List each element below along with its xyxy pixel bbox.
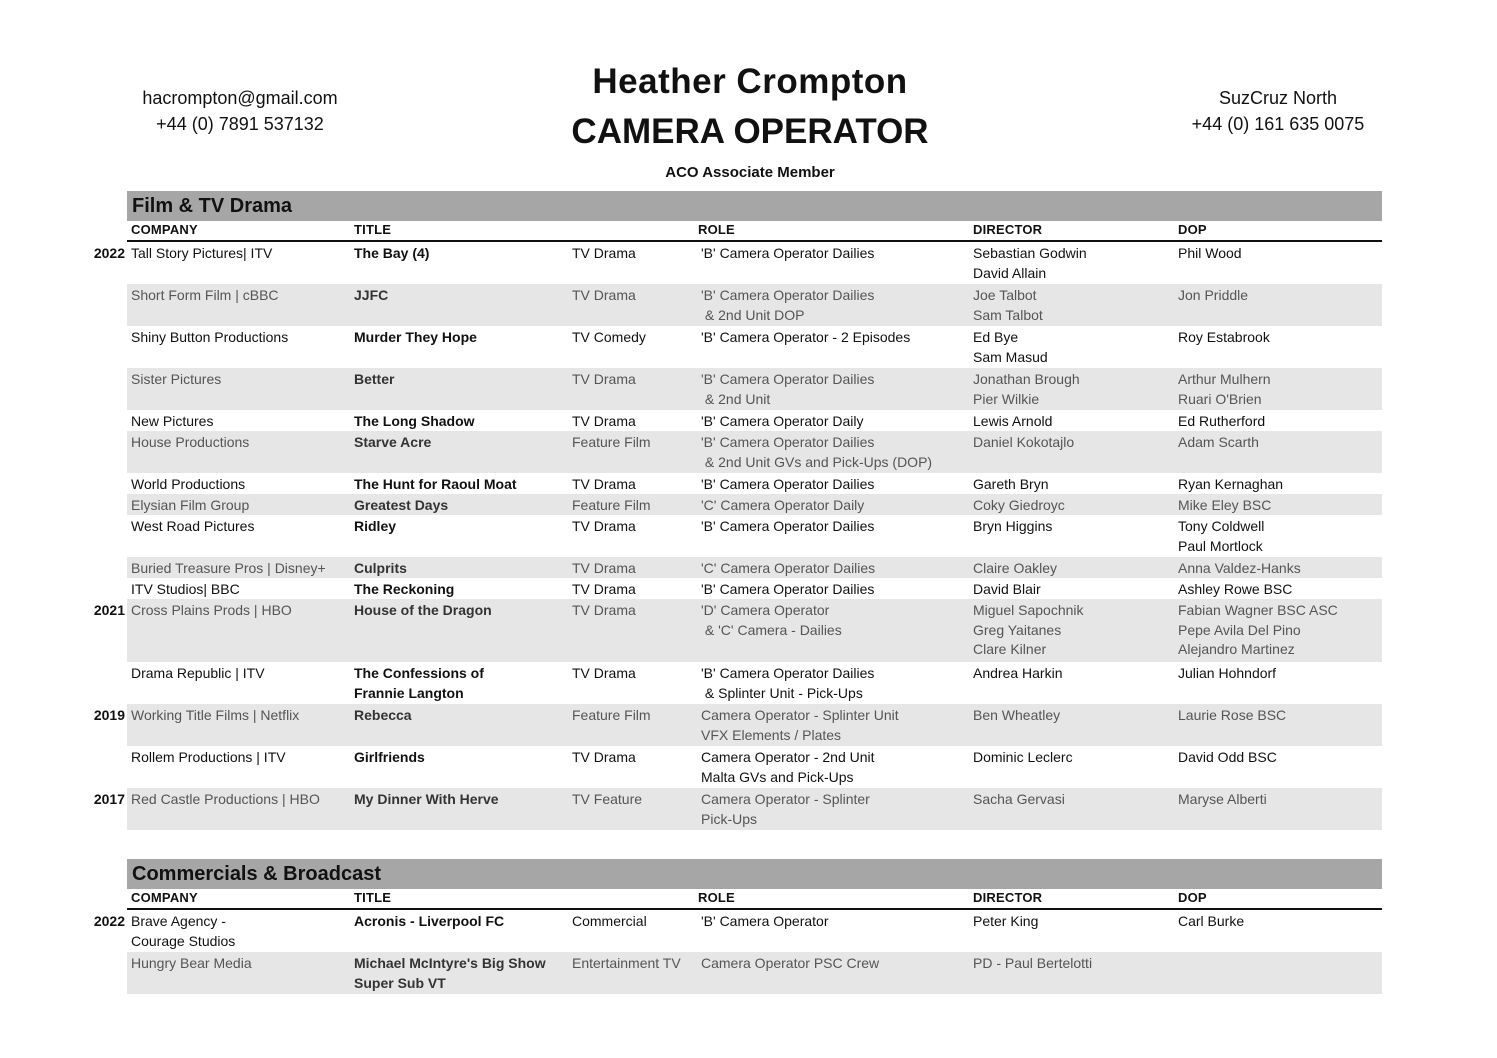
credit-type: TV Drama bbox=[572, 245, 636, 261]
credit-type: TV Drama bbox=[572, 749, 636, 765]
credit-type: TV Drama bbox=[572, 665, 636, 681]
table-row bbox=[84, 910, 1384, 952]
credit-role: 'D' Camera Operator & 'C' Camera - Dailies bbox=[701, 602, 842, 638]
credit-title: The Hunt for Raoul Moat bbox=[354, 476, 517, 492]
credit-dop: Phil Wood bbox=[1178, 245, 1242, 261]
credit-dop: David Odd BSC bbox=[1178, 749, 1277, 765]
credit-company: Cross Plains Prods | HBO bbox=[131, 602, 292, 618]
credit-director: Sacha Gervasi bbox=[973, 791, 1065, 807]
credit-role: 'B' Camera Operator Dailies bbox=[701, 581, 875, 597]
table-row bbox=[84, 431, 1384, 473]
credit-dop: Ryan Kernaghan bbox=[1178, 476, 1284, 492]
header-company: COMPANY bbox=[131, 222, 198, 237]
credit-dop: Roy Estabrook bbox=[1178, 329, 1270, 345]
credit-dop: Mike Eley BSC bbox=[1178, 497, 1272, 513]
credit-company: Drama Republic | ITV bbox=[131, 665, 265, 681]
credit-role: 'B' Camera Operator Dailies bbox=[701, 476, 875, 492]
credit-director: Bryn Higgins bbox=[973, 518, 1053, 534]
table-row bbox=[84, 952, 1384, 994]
credit-title: House of the Dragon bbox=[354, 602, 492, 618]
credit-role: 'B' Camera Operator Dailies & Splinter Unit - Pick-Ups bbox=[701, 665, 875, 701]
credit-title: The Bay (4) bbox=[354, 245, 430, 261]
header-director: DIRECTOR bbox=[973, 222, 1043, 237]
credit-type: Feature Film bbox=[572, 434, 651, 450]
agent-name: SuzCruz North bbox=[1218, 88, 1338, 108]
credit-type: Commercial bbox=[572, 913, 647, 929]
credit-dop: Laurie Rose BSC bbox=[1178, 707, 1287, 723]
credit-role: 'B' Camera Operator Dailies bbox=[701, 518, 875, 534]
credit-title: Michael McIntyre's Big Show Super Sub VT bbox=[354, 955, 546, 991]
table-row bbox=[84, 788, 1384, 830]
credit-company: Sister Pictures bbox=[131, 371, 222, 387]
table-row bbox=[84, 473, 1384, 494]
phone-number: +44 (0) 7891 537132 bbox=[156, 114, 324, 134]
table-row bbox=[84, 599, 1384, 662]
credit-type: TV Drama bbox=[572, 560, 636, 576]
header-title: TITLE bbox=[354, 890, 392, 905]
table-row bbox=[84, 662, 1384, 704]
contact-details bbox=[120, 85, 360, 137]
credit-role: 'C' Camera Operator Daily bbox=[701, 497, 865, 513]
credit-role: Camera Operator - Splinter Pick-Ups bbox=[701, 791, 870, 827]
header-role: ROLE bbox=[698, 222, 735, 237]
person-name: Heather Crompton bbox=[592, 62, 908, 101]
credit-year: 2019 bbox=[93, 707, 125, 723]
agent-details bbox=[1160, 85, 1396, 137]
credit-director: Jonathan Brough Pier Wilkie bbox=[973, 371, 1080, 407]
credit-title: My Dinner With Herve bbox=[354, 791, 499, 807]
credit-director: Ben Wheatley bbox=[973, 707, 1061, 723]
header-dop: DOP bbox=[1178, 890, 1207, 905]
table-row bbox=[84, 368, 1384, 410]
credit-title: Starve Acre bbox=[354, 434, 432, 450]
credit-role: 'B' Camera Operator Dailies & 2nd Unit DOP bbox=[701, 287, 875, 323]
credit-director: David Blair bbox=[973, 581, 1041, 597]
credit-director: Daniel Kokotajlo bbox=[973, 434, 1075, 450]
credit-dop: Jon Priddle bbox=[1178, 287, 1249, 303]
credit-director: Andrea Harkin bbox=[973, 665, 1063, 681]
credit-dop: Arthur Mulhern Ruari O'Brien bbox=[1178, 371, 1271, 407]
credit-title: Murder They Hope bbox=[354, 329, 477, 345]
agent-phone: +44 (0) 161 635 0075 bbox=[1191, 114, 1365, 134]
credit-director: Peter King bbox=[973, 913, 1039, 929]
credit-type: TV Drama bbox=[572, 371, 636, 387]
header-dop: DOP bbox=[1178, 222, 1207, 237]
credit-company: World Productions bbox=[131, 476, 246, 492]
section-heading: Film & TV Drama bbox=[127, 191, 1382, 221]
credit-dop: Tony Coldwell Paul Mortlock bbox=[1178, 518, 1265, 554]
credit-type: TV Drama bbox=[572, 518, 636, 534]
job-title: CAMERA OPERATOR bbox=[571, 112, 929, 151]
credit-dop: Fabian Wagner BSC ASC Pepe Avila Del Pino Alejandro Martinez bbox=[1178, 602, 1338, 657]
credit-director: Gareth Bryn bbox=[973, 476, 1049, 492]
credit-title: Rebecca bbox=[354, 707, 412, 723]
credit-company: Rollem Productions | ITV bbox=[131, 749, 286, 765]
table-row bbox=[84, 410, 1384, 431]
credit-type: Feature Film bbox=[572, 497, 651, 513]
email-link[interactable]: hacrompton@gmail.com bbox=[142, 88, 338, 108]
credit-company: ITV Studios| BBC bbox=[131, 581, 240, 597]
credit-title: Greatest Days bbox=[354, 497, 449, 513]
membership-note: ACO Associate Member bbox=[665, 164, 835, 181]
credit-type: TV Drama bbox=[572, 413, 636, 429]
table-row bbox=[84, 746, 1384, 788]
credit-year: 2017 bbox=[93, 791, 125, 807]
credit-company: Working Title Films | Netflix bbox=[131, 707, 300, 723]
credit-dop: Carl Burke bbox=[1178, 913, 1245, 929]
credit-title: The Reckoning bbox=[354, 581, 455, 597]
credit-role: 'B' Camera Operator bbox=[701, 913, 829, 929]
table-row bbox=[84, 704, 1384, 746]
credit-type: TV Drama bbox=[572, 581, 636, 597]
credit-role: 'B' Camera Operator Dailies & 2nd Unit bbox=[701, 371, 875, 407]
credit-dop: Ashley Rowe BSC bbox=[1178, 581, 1293, 597]
credit-company: Elysian Film Group bbox=[131, 497, 250, 513]
film-tv-section bbox=[84, 191, 1384, 830]
credit-title: The Confessions of Frannie Langton bbox=[354, 665, 484, 701]
credit-type: TV Feature bbox=[572, 791, 643, 807]
credit-role: 'B' Camera Operator - 2 Episodes bbox=[701, 329, 911, 345]
credits-table bbox=[84, 242, 1384, 830]
credit-role: 'B' Camera Operator Daily bbox=[701, 413, 864, 429]
credit-title: Girlfriends bbox=[354, 749, 425, 765]
credit-director: Coky Giedroyc bbox=[973, 497, 1065, 513]
credit-company: Red Castle Productions | HBO bbox=[131, 791, 320, 807]
credit-director: Ed Bye Sam Masud bbox=[973, 329, 1048, 365]
credit-company: Shiny Button Productions bbox=[131, 329, 289, 345]
credit-type: TV Drama bbox=[572, 287, 636, 303]
credit-dop: Adam Scarth bbox=[1178, 434, 1259, 450]
credit-company: House Productions bbox=[131, 434, 250, 450]
credit-type: Feature Film bbox=[572, 707, 651, 723]
credit-title: Acronis - Liverpool FC bbox=[354, 913, 505, 929]
credit-company: New Pictures bbox=[131, 413, 214, 429]
credit-director: Miguel Sapochnik Greg Yaitanes Clare Kilner bbox=[973, 602, 1084, 657]
table-row bbox=[84, 578, 1384, 599]
header-company: COMPANY bbox=[131, 890, 198, 905]
credit-director: Claire Oakley bbox=[973, 560, 1058, 576]
credit-year: 2021 bbox=[93, 602, 125, 618]
credit-title: Culprits bbox=[354, 560, 407, 576]
column-header bbox=[127, 221, 1382, 242]
credit-role: Camera Operator PSC Crew bbox=[701, 955, 880, 971]
credit-title: Better bbox=[354, 371, 395, 387]
credit-director: Joe Talbot Sam Talbot bbox=[973, 287, 1043, 323]
credit-role: 'C' Camera Operator Dailies bbox=[701, 560, 876, 576]
credit-role: 'B' Camera Operator Dailies bbox=[701, 245, 875, 261]
credits-table bbox=[84, 910, 1384, 994]
commercials-section bbox=[84, 859, 1384, 994]
credit-director: Lewis Arnold bbox=[973, 413, 1053, 429]
credit-type: TV Drama bbox=[572, 602, 636, 618]
table-row bbox=[84, 557, 1384, 578]
header-role: ROLE bbox=[698, 890, 735, 905]
credit-dop: Julian Hohndorf bbox=[1178, 665, 1277, 681]
credit-title: The Long Shadow bbox=[354, 413, 475, 429]
credit-dop: Ed Rutherford bbox=[1178, 413, 1266, 429]
credit-title: JJFC bbox=[354, 287, 389, 303]
table-row bbox=[84, 284, 1384, 326]
table-row bbox=[84, 326, 1384, 368]
section-heading: Commercials & Broadcast bbox=[127, 859, 1382, 889]
credit-type: Entertainment TV bbox=[572, 955, 681, 971]
credit-dop: Anna Valdez-Hanks bbox=[1178, 560, 1301, 576]
credit-type: TV Comedy bbox=[572, 329, 646, 345]
table-row bbox=[84, 494, 1384, 515]
header-director: DIRECTOR bbox=[973, 890, 1043, 905]
credit-company: Tall Story Pictures| ITV bbox=[131, 245, 273, 261]
credit-year: 2022 bbox=[93, 913, 125, 929]
table-row bbox=[84, 242, 1384, 284]
credit-type: TV Drama bbox=[572, 476, 636, 492]
credit-company: Hungry Bear Media bbox=[131, 955, 252, 971]
credit-company: Brave Agency - Courage Studios bbox=[131, 913, 236, 949]
credit-dop: Maryse Alberti bbox=[1178, 791, 1267, 807]
credit-company: West Road Pictures bbox=[131, 518, 255, 534]
credit-company: Buried Treasure Pros | Disney+ bbox=[131, 560, 326, 576]
credit-role: Camera Operator - Splinter Unit VFX Elements / Plates bbox=[701, 707, 899, 743]
credit-year: 2022 bbox=[93, 245, 125, 261]
credit-role: 'B' Camera Operator Dailies & 2nd Unit GVs and Pick-Ups (DOP) bbox=[701, 434, 933, 470]
column-header bbox=[127, 889, 1382, 910]
credit-director: Dominic Leclerc bbox=[973, 749, 1073, 765]
header-title: TITLE bbox=[354, 222, 392, 237]
credit-director: Sebastian Godwin David Allain bbox=[973, 245, 1087, 281]
credit-title: Ridley bbox=[354, 518, 397, 534]
credit-role: Camera Operator - 2nd Unit Malta GVs and Pick-Ups bbox=[701, 749, 875, 785]
credit-company: Short Form Film | cBBC bbox=[131, 287, 279, 303]
table-row bbox=[84, 515, 1384, 557]
credit-director: PD - Paul Bertelotti bbox=[973, 955, 1093, 971]
